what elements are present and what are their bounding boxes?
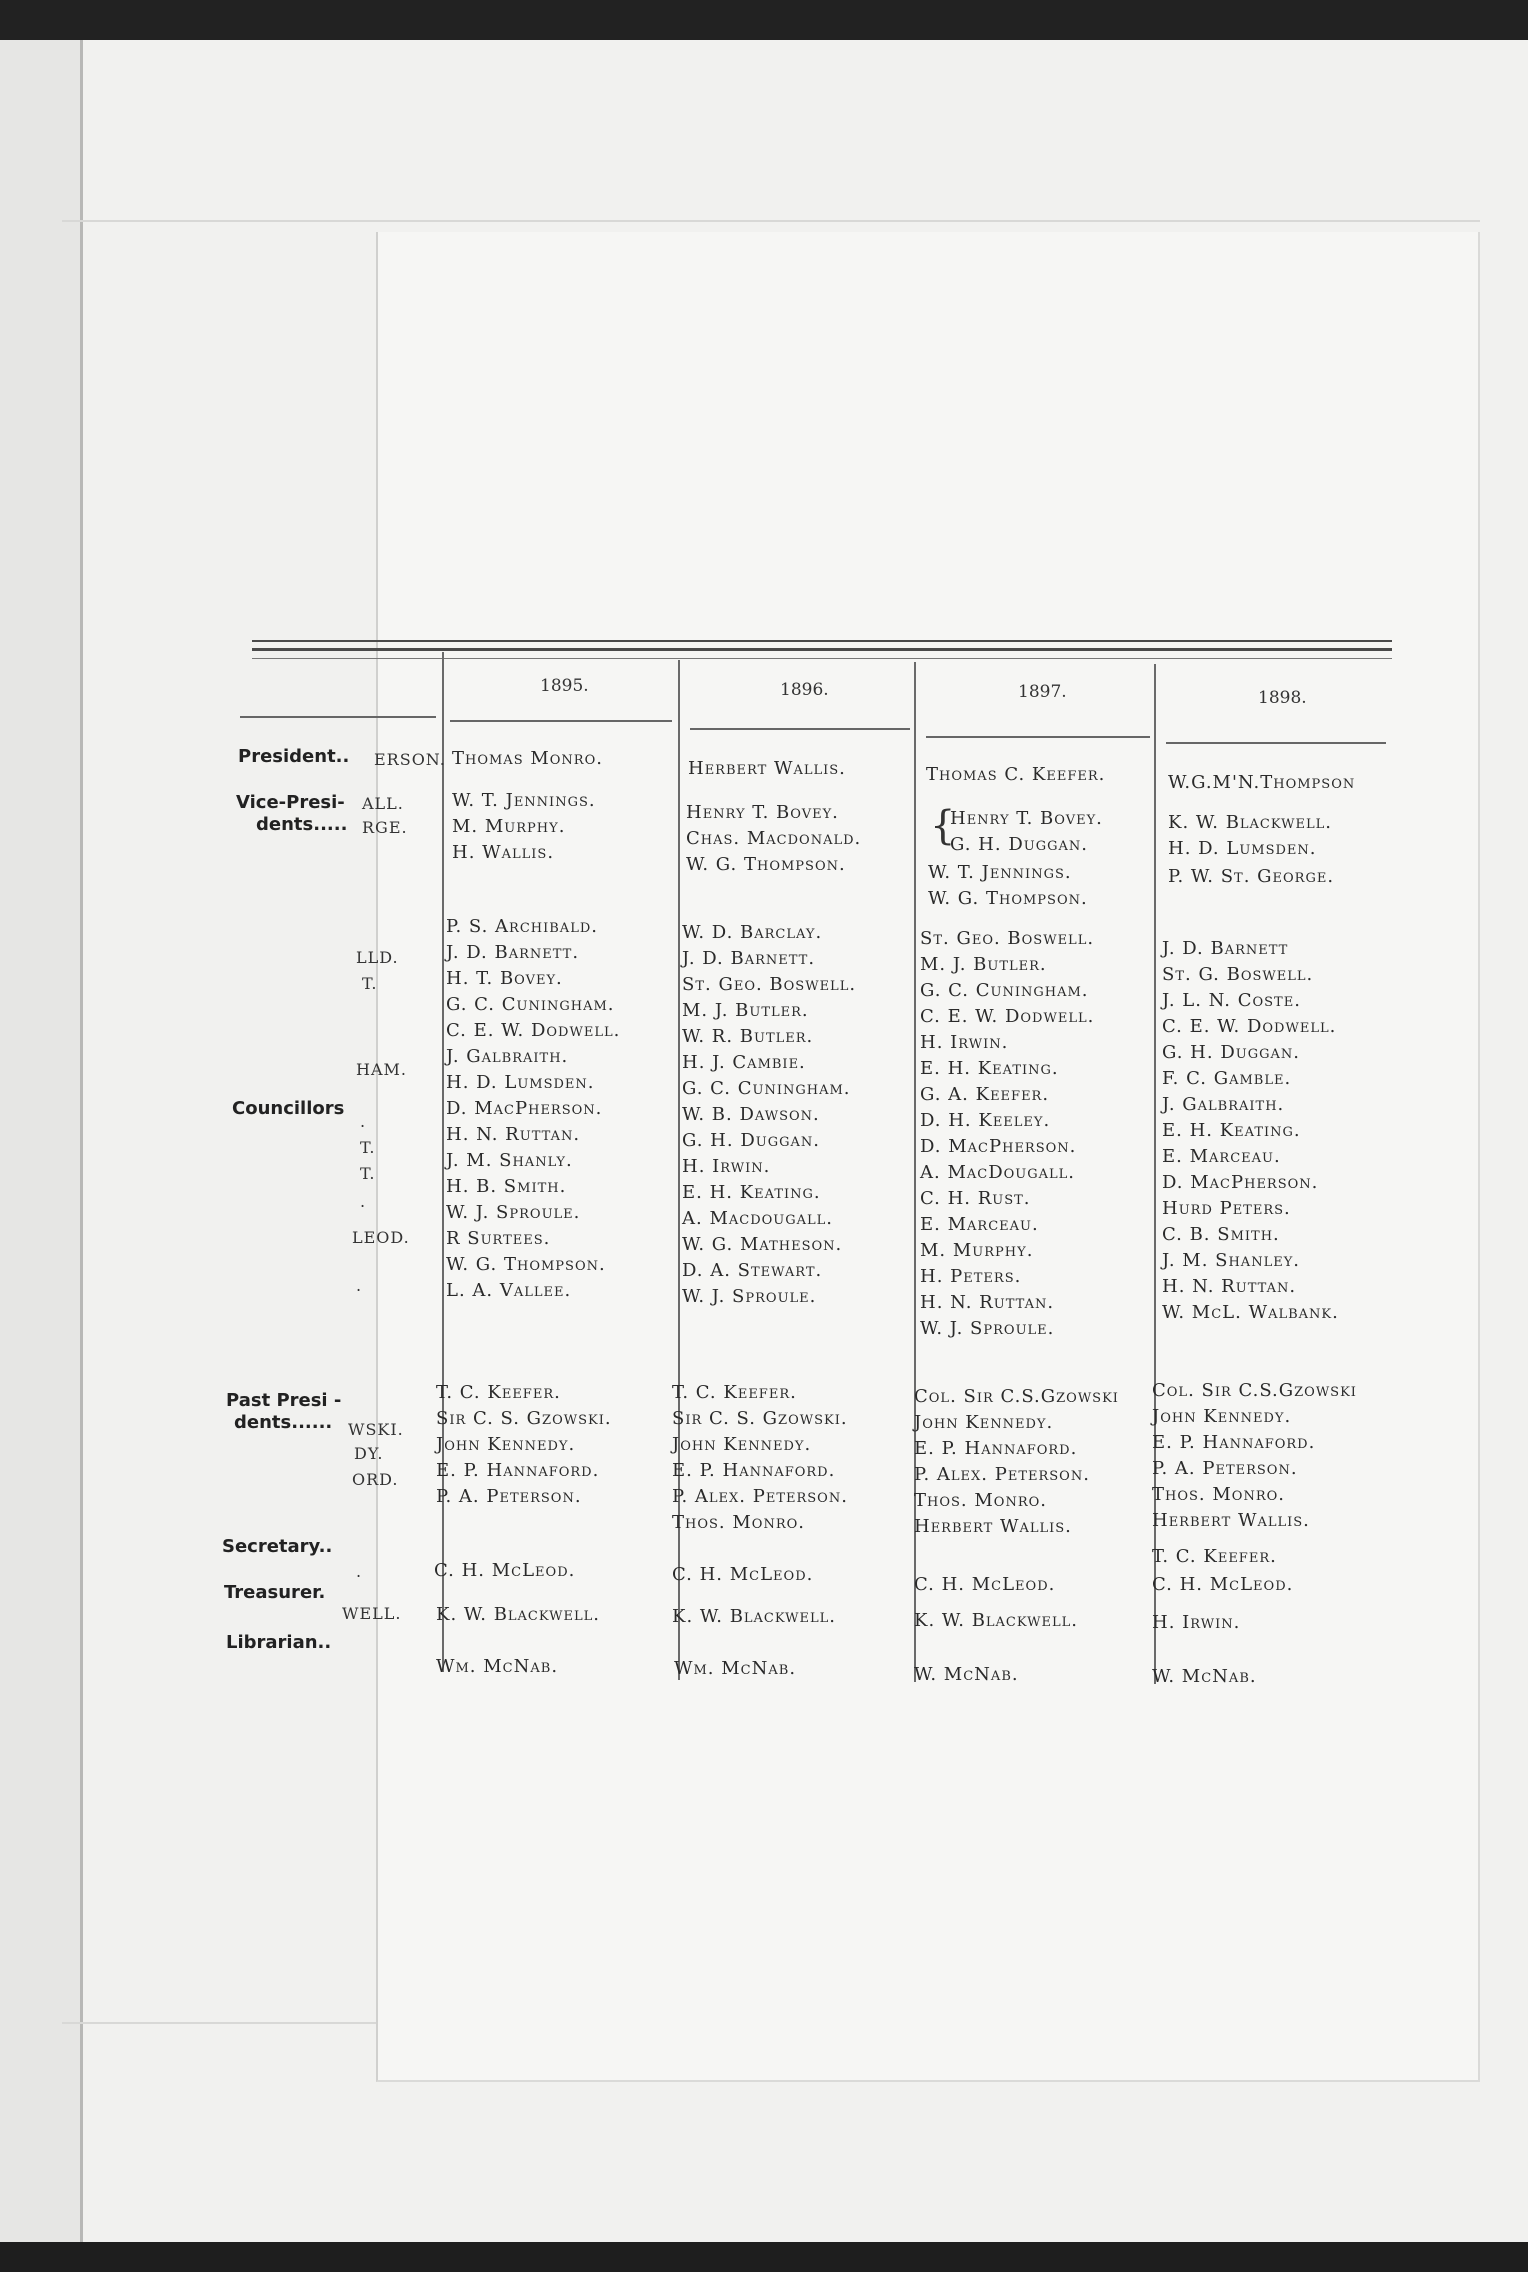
councillor: H. Irwin. bbox=[682, 1156, 771, 1177]
councillor: D. A. Stewart. bbox=[682, 1260, 823, 1281]
councillor: W. J. Sproule. bbox=[920, 1318, 1055, 1339]
librarian-1898: H. Irwin. bbox=[1152, 1612, 1241, 1633]
secretary-1898: T. C. Keefer. bbox=[1152, 1546, 1277, 1567]
librarian-1897: K. W. Blackwell. bbox=[914, 1610, 1078, 1631]
past-presidents-1895 bbox=[436, 1380, 612, 1510]
past-president: John Kennedy. bbox=[672, 1434, 812, 1455]
councillor: H. B. Smith. bbox=[446, 1176, 567, 1197]
fragment: LLD. bbox=[356, 948, 399, 967]
past-president: John Kennedy. bbox=[914, 1412, 1054, 1433]
councillor: H. Peters. bbox=[920, 1266, 1022, 1287]
president-1898: W.G.M'N.Thompson bbox=[1168, 772, 1356, 793]
past-president: John Kennedy. bbox=[436, 1434, 576, 1455]
fragment: DY. bbox=[354, 1444, 384, 1463]
fragment: T. bbox=[360, 1138, 376, 1157]
councillor: R Surtees. bbox=[446, 1228, 551, 1249]
fragment: . bbox=[356, 1276, 363, 1295]
councillor: D. MacPherson. bbox=[920, 1136, 1077, 1157]
councillor: C. E. W. Dodwell. bbox=[1162, 1016, 1337, 1037]
past-president: John Kennedy. bbox=[1152, 1406, 1292, 1427]
vice-1897: W. T. Jennings. bbox=[928, 862, 1072, 883]
past-president: P. A. Peterson. bbox=[1152, 1458, 1298, 1479]
vice-braced-1897: G. H. Duggan. bbox=[950, 834, 1088, 855]
table-top-rule-2 bbox=[252, 648, 1392, 651]
councillors-1896 bbox=[682, 920, 856, 1310]
past-president: Herbert Wallis. bbox=[914, 1516, 1072, 1537]
councillor: E. Marceau. bbox=[1162, 1146, 1281, 1167]
councillor: D. MacPherson. bbox=[446, 1098, 603, 1119]
councillor: D. MacPherson. bbox=[1162, 1172, 1319, 1193]
councillor: J. M. Shanly. bbox=[446, 1150, 573, 1171]
fragment: HAM. bbox=[356, 1060, 407, 1079]
councillor: H. N. Ruttan. bbox=[446, 1124, 581, 1145]
councillor: J. Galbraith. bbox=[446, 1046, 569, 1067]
treasurer-1898: C. H. McLeod. bbox=[1152, 1574, 1294, 1595]
fragment: ORD. bbox=[352, 1470, 399, 1489]
past-president: E. P. Hannaford. bbox=[672, 1460, 836, 1481]
fragment: ALL. bbox=[362, 794, 404, 813]
label-councillors: Councillors bbox=[232, 1098, 345, 1119]
col1895-underline bbox=[450, 720, 672, 722]
councillor: D. H. Keeley. bbox=[920, 1110, 1051, 1131]
councillor: H. Irwin. bbox=[920, 1032, 1009, 1053]
past-president: T. C. Keefer. bbox=[436, 1382, 561, 1403]
year-1898: 1898. bbox=[1258, 688, 1307, 708]
councillor: W. G. Thompson. bbox=[446, 1254, 606, 1275]
extra-1895: Wm. McNab. bbox=[436, 1656, 559, 1677]
scan-bottom-border bbox=[0, 2242, 1528, 2272]
treasurer-1895: C. H. McLeod. bbox=[434, 1560, 576, 1581]
fragment: LEOD. bbox=[352, 1228, 410, 1247]
councillor: G. H. Duggan. bbox=[682, 1130, 820, 1151]
label-president: President.. bbox=[238, 746, 350, 767]
vice-1895: H. Wallis. bbox=[452, 842, 555, 863]
label-vice-presidents-1: Vice-Presi- bbox=[236, 792, 345, 813]
councillor: A. Macdougall. bbox=[682, 1208, 834, 1229]
councillor: E. H. Keating. bbox=[682, 1182, 821, 1203]
vice-1896: Henry T. Bovey. bbox=[686, 802, 839, 823]
librarian-1895: K. W. Blackwell. bbox=[436, 1604, 600, 1625]
table-top-rule bbox=[252, 640, 1392, 642]
past-president: E. P. Hannaford. bbox=[914, 1438, 1078, 1459]
councillor: G. A. Keefer. bbox=[920, 1084, 1050, 1105]
vice-1898: H. D. Lumsden. bbox=[1168, 838, 1317, 859]
councillor: St. G. Boswell. bbox=[1162, 964, 1314, 985]
councillor: J. D. Barnett. bbox=[682, 948, 816, 969]
column-rule-1895 bbox=[442, 652, 444, 1672]
past-president: P. Alex. Peterson. bbox=[672, 1486, 848, 1507]
col1897-underline bbox=[926, 736, 1150, 738]
vice-1895: M. Murphy. bbox=[452, 816, 566, 837]
councillor: G. C. Cuningham. bbox=[446, 994, 615, 1015]
councillor: E. H. Keating. bbox=[920, 1058, 1059, 1079]
councillor: W. R. Butler. bbox=[682, 1026, 814, 1047]
councillor: M. J. Butler. bbox=[682, 1000, 809, 1021]
councillor: Hurd Peters. bbox=[1162, 1198, 1291, 1219]
councillor: J. Galbraith. bbox=[1162, 1094, 1285, 1115]
past-president: Col. Sir C.S.Gzowski bbox=[1152, 1380, 1357, 1401]
councillor: J. M. Shanley. bbox=[1162, 1250, 1300, 1271]
vice-1896: W. G. Thompson. bbox=[686, 854, 846, 875]
past-president: T. C. Keefer. bbox=[672, 1382, 797, 1403]
label-vice-presidents-2: dents..... bbox=[256, 814, 348, 835]
past-president: Herbert Wallis. bbox=[1152, 1510, 1310, 1531]
councillor: J. D. Barnett bbox=[1162, 938, 1289, 959]
councillor: St. Geo. Boswell. bbox=[682, 974, 857, 995]
fragment: RGE. bbox=[362, 818, 408, 837]
year-1896: 1896. bbox=[780, 680, 829, 700]
scan-top-border bbox=[0, 0, 1528, 40]
extra-1898: W. McNab. bbox=[1152, 1666, 1257, 1687]
councillor: C. H. Rust. bbox=[920, 1188, 1031, 1209]
councillor: F. C. Gamble. bbox=[1162, 1068, 1292, 1089]
councillor: W. J. Sproule. bbox=[682, 1286, 817, 1307]
past-president: E. P. Hannaford. bbox=[436, 1460, 600, 1481]
councillor: G. H. Duggan. bbox=[1162, 1042, 1300, 1063]
councillor: W. D. Barclay. bbox=[682, 922, 823, 943]
fragment: . bbox=[360, 1192, 367, 1211]
vice-braced-1897: Henry T. Bovey. bbox=[950, 808, 1103, 829]
councillors-1897 bbox=[920, 926, 1094, 1342]
extra-1897: W. McNab. bbox=[914, 1664, 1019, 1685]
councillor: E. Marceau. bbox=[920, 1214, 1039, 1235]
past-president: Thos. Monro. bbox=[1152, 1484, 1285, 1505]
councillor: J. D. Barnett. bbox=[446, 942, 580, 963]
past-president: Thos. Monro. bbox=[914, 1490, 1047, 1511]
year-1897: 1897. bbox=[1018, 682, 1067, 702]
extra-1896: Wm. McNab. bbox=[674, 1658, 797, 1679]
label-librarian: Librarian.. bbox=[226, 1632, 332, 1653]
past-presidents-1897 bbox=[914, 1384, 1119, 1540]
vice-brace-1897: { bbox=[930, 803, 956, 849]
councillor: J. L. N. Coste. bbox=[1162, 990, 1301, 1011]
president-1897: Thomas C. Keefer. bbox=[926, 764, 1106, 785]
vice-1898: K. W. Blackwell. bbox=[1168, 812, 1332, 833]
past-president: P. A. Peterson. bbox=[436, 1486, 582, 1507]
fragment: T. bbox=[362, 974, 378, 993]
councillor: W. J. Sproule. bbox=[446, 1202, 581, 1223]
councillor: H. N. Ruttan. bbox=[1162, 1276, 1297, 1297]
past-president: P. Alex. Peterson. bbox=[914, 1464, 1090, 1485]
councillor: P. S. Archibald. bbox=[446, 916, 598, 937]
councillor: G. C. Cuningham. bbox=[682, 1078, 851, 1099]
councillors-1898 bbox=[1162, 936, 1339, 1326]
past-president: Sir C. S. Gzowski. bbox=[436, 1408, 612, 1429]
councillor: C. E. W. Dodwell. bbox=[446, 1020, 621, 1041]
col1896-underline bbox=[690, 728, 910, 730]
councillor: M. Murphy. bbox=[920, 1240, 1034, 1261]
councillor: W. B. Dawson. bbox=[682, 1104, 820, 1125]
councillor: L. A. Vallee. bbox=[446, 1280, 572, 1301]
past-president: E. P. Hannaford. bbox=[1152, 1432, 1316, 1453]
fragment: T. bbox=[360, 1164, 376, 1183]
librarian-1896: K. W. Blackwell. bbox=[672, 1606, 836, 1627]
councillor: E. H. Keating. bbox=[1162, 1120, 1301, 1141]
label-past-presidents-2: dents...... bbox=[234, 1412, 333, 1433]
vice-1898: P. W. St. George. bbox=[1168, 866, 1335, 887]
councillor: G. C. Cuningham. bbox=[920, 980, 1089, 1001]
councillor: St. Geo. Boswell. bbox=[920, 928, 1095, 949]
councillor: C. E. W. Dodwell. bbox=[920, 1006, 1095, 1027]
vice-1897: W. G. Thompson. bbox=[928, 888, 1088, 909]
table-top-rule-3 bbox=[252, 658, 1392, 659]
councillor: H. T. Bovey. bbox=[446, 968, 563, 989]
fragment: WELL. bbox=[342, 1604, 402, 1623]
councillor: W. McL. Walbank. bbox=[1162, 1302, 1339, 1323]
councillor: A. MacDougall. bbox=[920, 1162, 1076, 1183]
councillor: H. N. Ruttan. bbox=[920, 1292, 1055, 1313]
councillor: H. J. Cambie. bbox=[682, 1052, 806, 1073]
label-past-presidents-1: Past Presi - bbox=[226, 1390, 342, 1411]
past-presidents-1898 bbox=[1152, 1378, 1357, 1534]
fragment: WSKI. bbox=[348, 1420, 404, 1439]
councillor: W. G. Matheson. bbox=[682, 1234, 843, 1255]
label-column-underline bbox=[240, 716, 436, 718]
year-1895: 1895. bbox=[540, 676, 589, 696]
fragment: . bbox=[356, 1562, 363, 1581]
treasurer-1896: C. H. McLeod. bbox=[672, 1564, 814, 1585]
past-president: Sir C. S. Gzowski. bbox=[672, 1408, 848, 1429]
president-1895: Thomas Monro. bbox=[452, 748, 603, 769]
fragment: . bbox=[360, 1112, 367, 1131]
past-president: Thos. Monro. bbox=[672, 1512, 805, 1533]
vice-1895: W. T. Jennings. bbox=[452, 790, 596, 811]
councillors-1895 bbox=[446, 914, 620, 1304]
vice-1896: Chas. Macdonald. bbox=[686, 828, 862, 849]
councillor: M. J. Butler. bbox=[920, 954, 1047, 975]
fragment: ERSON. bbox=[374, 750, 446, 769]
treasurer-1897: C. H. McLeod. bbox=[914, 1574, 1056, 1595]
president-1896: Herbert Wallis. bbox=[688, 758, 846, 779]
label-secretary: Secretary.. bbox=[222, 1536, 333, 1557]
councillor: H. D. Lumsden. bbox=[446, 1072, 595, 1093]
past-presidents-1896 bbox=[672, 1380, 848, 1536]
label-treasurer: Treasurer. bbox=[224, 1582, 326, 1603]
col1898-underline bbox=[1166, 742, 1386, 744]
past-president: Col. Sir C.S.Gzowski bbox=[914, 1386, 1119, 1407]
councillor: C. B. Smith. bbox=[1162, 1224, 1280, 1245]
